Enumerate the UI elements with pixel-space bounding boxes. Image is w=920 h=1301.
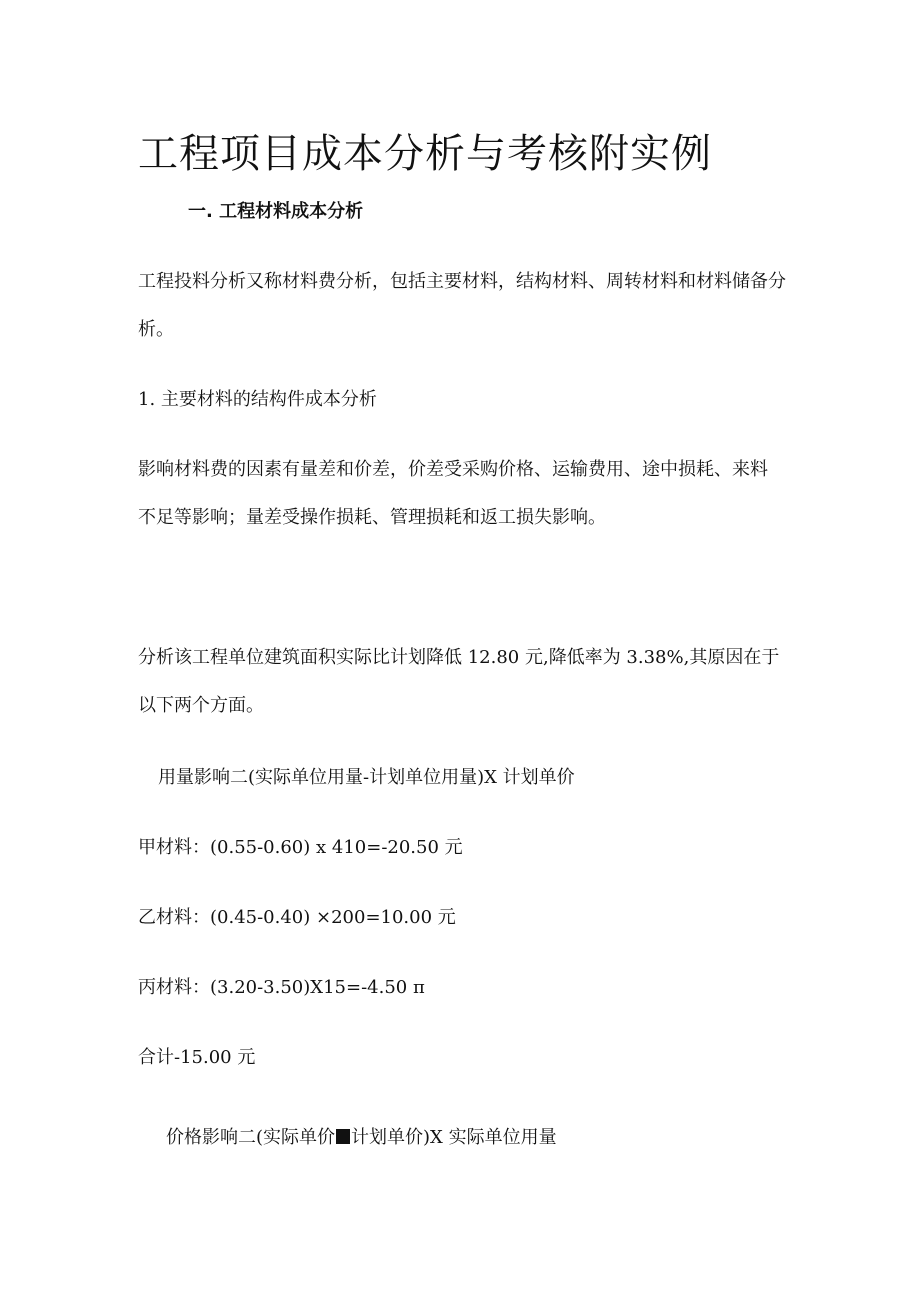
section-heading: 一. 工程材料成本分析 [188, 201, 364, 222]
material-c-line: 丙材料：(3.20-3.50)X15=-4.50 π [138, 977, 425, 998]
price-formula-part1: 价格影响二(实际单价 [166, 1127, 336, 1148]
price-formula-part2: 计划单价)X 实际单位用量 [351, 1127, 557, 1148]
black-square-icon [336, 1129, 350, 1144]
document-title: 工程项目成本分析与考核附实例 [138, 131, 712, 177]
total-line: 合计-15.00 元 [138, 1047, 256, 1068]
material-b-line: 乙材料：(0.45-0.40) ×200=10.00 元 [138, 907, 456, 928]
factors-paragraph: 影响材料费的因素有量差和价差，价差受采购价格、运输费用、途中损耗、来料不足等影响；量差受操作损耗、管理损耗和返工损失影响。 [138, 459, 768, 528]
subheading: 1. 主要材料的结构件成本分析 [138, 389, 377, 410]
material-a-line: 甲材料：(0.55-0.60) x 410=-20.50 元 [138, 837, 463, 858]
price-formula [166, 1124, 557, 1152]
analysis-paragraph: 分析该工程单位建筑面积实际比计划降低 12.80 元,降低率为 3.38%,其原因在于以下两个方面。 [138, 647, 780, 716]
usage-formula: 用量影响二(实际单位用量-计划单位用量)X 计划单价 [158, 767, 575, 788]
intro-paragraph: 工程投料分析又称材料费分析，包括主要材料，结构材料、周转材料和材料储备分析。 [138, 271, 786, 340]
